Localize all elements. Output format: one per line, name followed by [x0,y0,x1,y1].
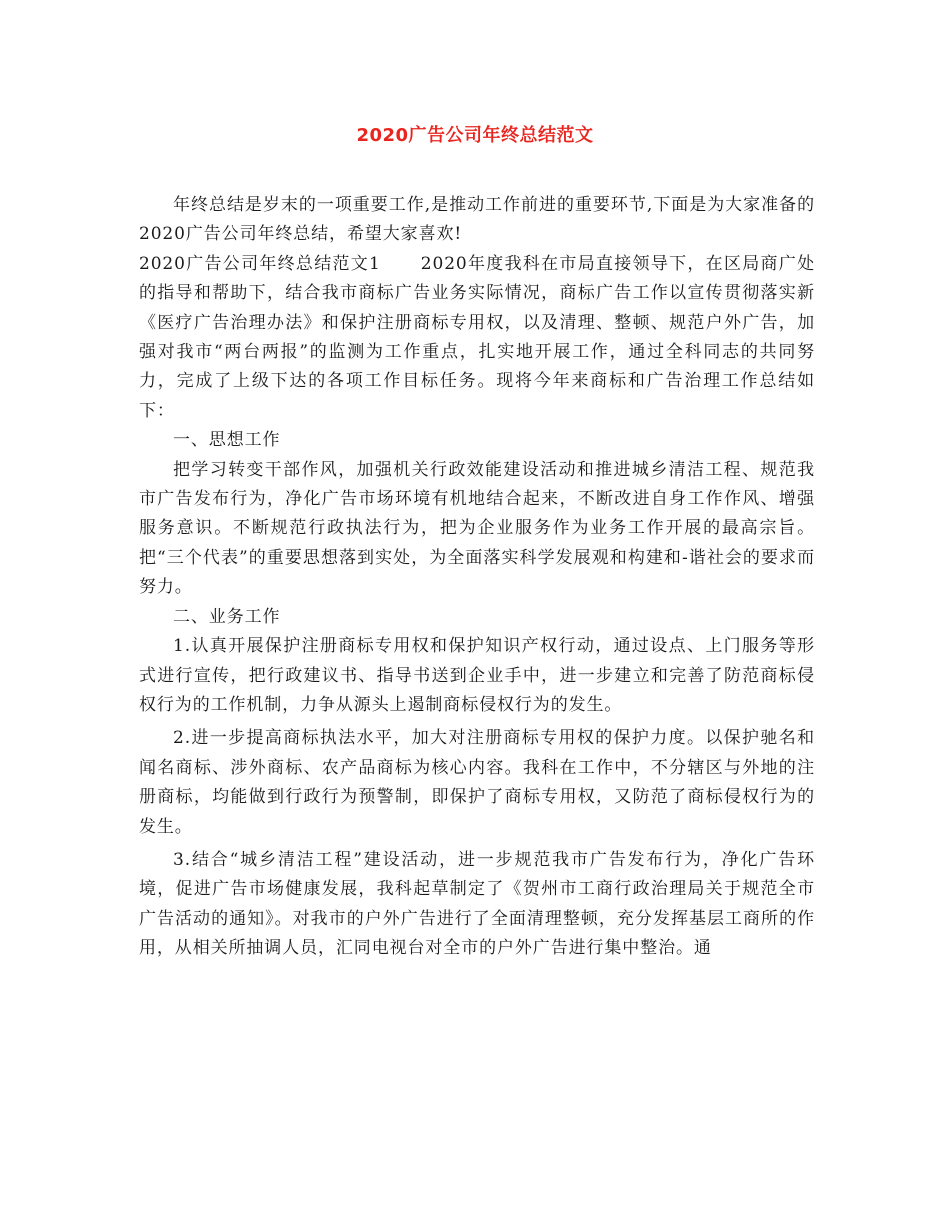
intro-paragraph: 年终总结是岁末的一项重要工作,是推动工作前进的重要环节,下面是为大家准备的2020广告公司年终总结，希望大家喜欢! [139,195,815,245]
paragraph-2: 把学习转变干部作风，加强机关行政效能建设活动和推进城乡清洁工程、规范我市广告发布行为，净化广告市场环境有机地结合起来，不断改进自身工作作风、增强服务意识。不断规范行政执法行为，把为企业服务作为业务工作开展的最高宗旨。把“三个代表”的重要思想落到实处，为全面落实科学发展观和构建和-谐社会的要求而努力。 [139,459,815,598]
document-title: 2020广告公司年终总结范文 [356,125,594,146]
heading-thought-work: 一、思想工作 [173,430,281,451]
document-body [139,191,815,964]
list-item-1: 1.认真开展保护注册商标专用权和保护知识产权行动，通过设点、上门服务等形式进行宣传，把行政建议书、指导书送到企业手中，进一步建立和完善了防范商标侵权行为的工作机制，力争从源头上遏制商标侵权行为的发生。 [139,636,815,715]
heading-business-work: 二、业务工作 [173,606,281,627]
subtitle-paragraph [139,250,815,426]
section-subtitle: 2020广告公司年终总结范文1 [139,253,381,274]
list-item-3: 3.结合“城乡清洁工程”建设活动，进一步规范我市广告发布行为，净化广告环境，促进广告市场健康发展，我科起草制定了《贺州市工商行政治理局关于规范全市广告活动的通知》。对我市的户外广告进行了全面清理整顿，充分发挥基层工商所的作用，从相关所抽调人员，汇同电视台对全市的户外广告进行集中整治。通 [139,849,815,959]
paragraph-1: 2020年度我科在市局直接领导下，在区局商广处的指导和帮助下，结合我市商标广告业务实际情况，商标广告工作以宣传贯彻落实新《医疗广告治理办法》和保护注册商标专用权，以及清理、整顿、规范户外广告，加强对我市“两台两报”的监测为工作重点，扎实地开展工作，通过全科同志的共同努力，完成了上级下达的各项工作目标任务。现将今年来商标和广告治理工作总结如下： [139,253,815,421]
list-item-2: 2.进一步提高商标执法水平，加大对注册商标专用权的保护力度。以保护驰名和闻名商标、涉外商标、农产品商标为核心内容。我科在工作中，不分辖区与外地的注册商标，均能做到行政行为预警制，即保护了商标专用权，又防范了商标侵权行为的发生。 [139,728,815,837]
